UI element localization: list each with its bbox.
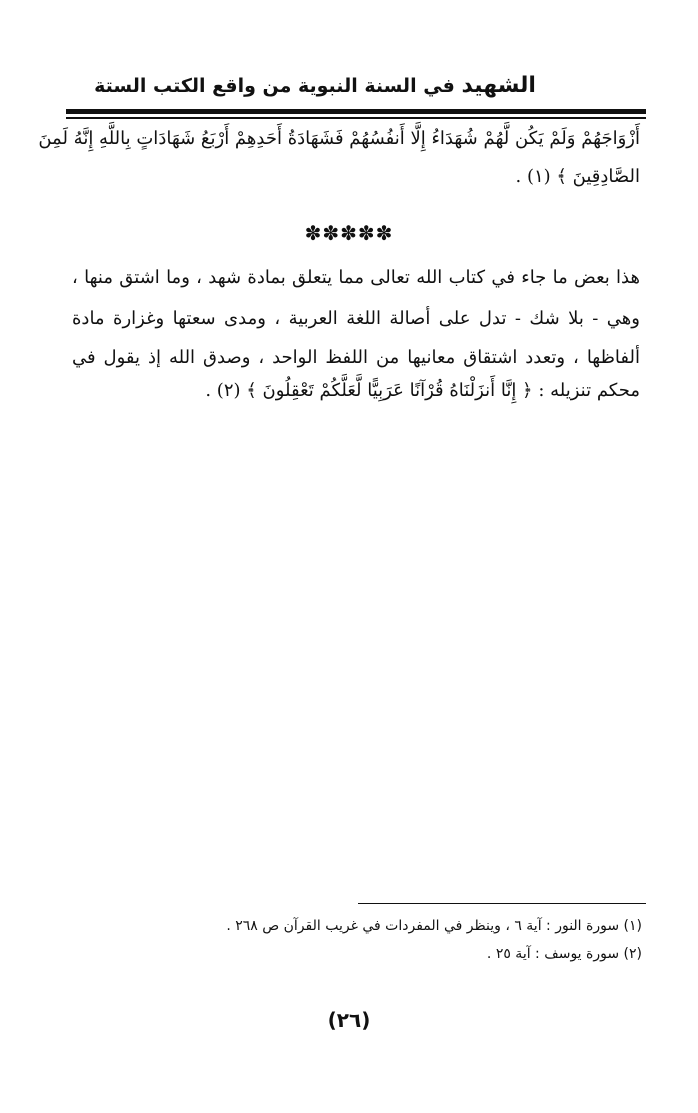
header-title-rest: في السنة النبوية من واقع الكتب الستة	[94, 75, 455, 97]
paragraph-line-4: محكم تنزيله : ﴿ إِنَّا أَنزَلْنَاهُ قُرْآنًا عَرَبِيًّا لَّعَلَّكُمْ تَعْقِلُونَ ﴾ (٢) .	[205, 380, 640, 401]
page-number: (٢٦)	[327, 1008, 371, 1032]
paragraph-line-3: ألفاظها ، وتعدد اشتقاق معانيها من اللفظ الواحد ، وصدق الله إذ يقول في	[72, 347, 640, 368]
footnote-2: (٢) سورة يوسف : آية ٢٥ .	[486, 946, 642, 962]
paragraph-line-2: وهي - بلا شك - تدل على أصالة اللغة العربية ، ومدى سعتها وغزارة مادة	[72, 308, 640, 329]
section-separator: ✽✽✽✽✽	[304, 221, 394, 245]
verse-line-2: الصَّادِقِينَ ﴾ (١) .	[515, 166, 640, 187]
header-rule-thin	[66, 117, 646, 119]
header-title-emphasis: الشهيد	[461, 73, 536, 98]
footnote-1: (١) سورة النور : آية ٦ ، وينظر في المفردات في غريب القرآن ص ٢٦٨ .	[226, 918, 642, 934]
running-header	[70, 72, 560, 100]
verse-line-1: أَزْوَاجَهُمْ وَلَمْ يَكُن لَّهُمْ شُهَدَاءُ إِلَّا أَنفُسُهُمْ فَشَهَادَةُ أَحَدِهِمْ أَرْبَعُ شَهَادَاتٍ بِاللَّهِ إِنَّهُ لَمِنَ	[38, 128, 640, 149]
header-rule-thick	[66, 109, 646, 114]
paragraph-line-1: هذا بعض ما جاء في كتاب الله تعالى مما يتعلق بمادة شهد ، وما اشتق منها ،	[72, 267, 640, 288]
footnote-rule	[358, 903, 646, 904]
